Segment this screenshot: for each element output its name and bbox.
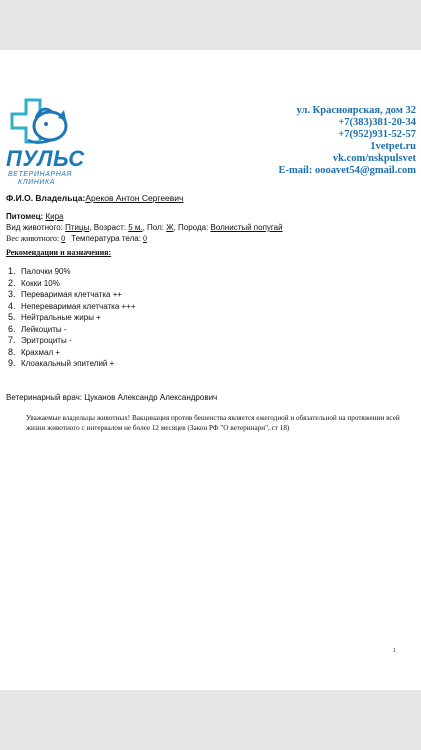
weight-value: 0 xyxy=(61,234,66,243)
sex-value: Ж xyxy=(166,223,174,232)
contact-phone-2: +7(952)931-52-57 xyxy=(338,129,416,140)
breed-value: Волнистый попугай xyxy=(210,223,283,232)
vaccination-notice: Уважаемые владельцы животных! Вакцинация против бешенства является ежегодной и обязательной на протяжении всей жизни животного с интервалом не более 12 месяцев (Закон РФ "О ветеринари", ст 18) xyxy=(26,414,400,432)
contacts-block xyxy=(196,105,416,177)
doctor-line: Ветеринарный врач: Цуканов Александр Александрович xyxy=(6,393,218,402)
list-item-number: 8. xyxy=(8,346,16,357)
list-item-number: 5. xyxy=(8,312,16,322)
list-item xyxy=(8,358,136,370)
contact-address: ул. Красноярская, дом 32 xyxy=(296,105,416,116)
owner-label: Ф.И.О. Владельца: xyxy=(6,193,86,203)
temp-label: Температура тела: xyxy=(71,234,141,243)
list-item-number: 2. xyxy=(8,277,16,288)
list-item-text: Лейкоциты - xyxy=(21,324,67,334)
sex-label: , Пол: xyxy=(142,223,164,232)
owner-line xyxy=(6,193,183,203)
owner-value: Ареков Антон Сергеевич xyxy=(85,193,184,203)
weight-label: Вес животного: xyxy=(6,234,60,243)
list-item xyxy=(8,278,136,290)
list-item-number: 4. xyxy=(8,300,16,311)
clinic-subtitle-1: ВЕТЕРИНАРНАЯ xyxy=(8,171,73,178)
list-item-text: Крахмал + xyxy=(21,347,61,357)
contact-phone-1: +7(383)381-20-34 xyxy=(338,117,416,128)
contact-email: E-mail: oooavet54@gmail.com xyxy=(278,165,416,176)
page-number: 1 xyxy=(393,648,396,654)
list-item xyxy=(8,289,136,301)
list-item-text: Кокки 10% xyxy=(21,278,60,288)
clinic-subtitle-2: КЛИНИКА xyxy=(18,179,55,186)
pet-name-value: Кира xyxy=(45,212,64,221)
list-item-text: Непереваримая клетчатка +++ xyxy=(21,301,136,311)
list-item xyxy=(8,301,136,313)
age-label: , Возраст: xyxy=(89,223,126,232)
pet-name-label: Питомец: xyxy=(6,212,44,221)
list-item-number: 6. xyxy=(8,323,16,334)
list-item xyxy=(8,312,136,324)
pet-name-line xyxy=(6,211,283,222)
temp-value: 0 xyxy=(142,234,147,243)
list-item xyxy=(8,335,136,347)
age-value: 5 м. xyxy=(128,223,143,232)
list-item-number: 1. xyxy=(8,266,16,276)
recommendations-list xyxy=(8,266,136,370)
list-item xyxy=(8,347,136,359)
list-item xyxy=(8,324,136,336)
list-item-number: 7. xyxy=(8,335,16,345)
list-item-text: Палочки 90% xyxy=(21,267,71,276)
list-item-text: Нейтральные жиры + xyxy=(21,313,101,322)
pet-measurements-line xyxy=(6,233,283,244)
list-item-number: 3. xyxy=(8,289,16,299)
list-item-number: 9. xyxy=(8,358,16,368)
document-page xyxy=(0,50,421,690)
contact-vk: vk.com/nskpulsvet xyxy=(332,153,416,164)
breed-label: , Порода: xyxy=(173,223,209,232)
contact-site: 1vetpet.ru xyxy=(370,141,416,152)
list-item-text: Клоакальный эпителий + xyxy=(21,359,115,368)
clinic-name: ПУЛЬС xyxy=(6,146,85,171)
pet-info xyxy=(6,211,283,244)
species-value: Птицы xyxy=(65,223,90,232)
list-item-text: Эритроциты - xyxy=(21,336,72,345)
species-label: Вид животного: xyxy=(6,223,63,232)
recommendations-title: Рекомендации и назначения: xyxy=(6,248,112,257)
pet-details-line xyxy=(6,222,283,233)
list-item xyxy=(8,266,136,278)
list-item-text: Переваримая клетчатка ++ xyxy=(21,290,123,299)
